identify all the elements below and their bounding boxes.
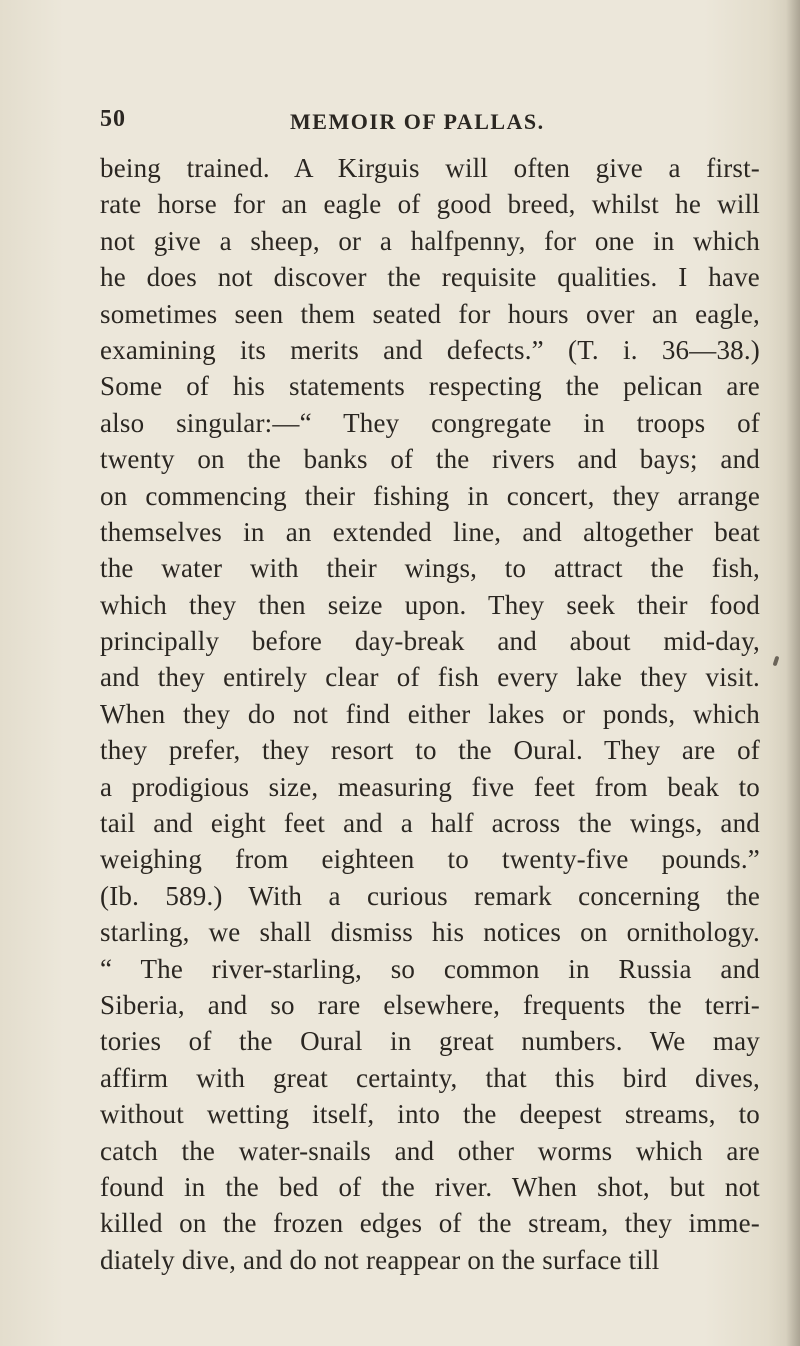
page-number: 50	[100, 106, 126, 132]
text-line: (Ib. 589.) With a curious remark concerning the	[100, 880, 760, 911]
ink-speck	[773, 656, 780, 667]
text-line: weighing from eighteen to twenty-five pounds.”	[100, 844, 760, 875]
text-line: examining its merits and defects.” (T. i. 36—38.)	[100, 334, 760, 365]
text-line: the water with their wings, to attract the fish,	[100, 553, 760, 584]
text-line: on commencing their fishing in concert, they arrange	[100, 480, 760, 511]
page-header	[100, 106, 740, 140]
text-line: sometimes seen them seated for hours over an eagle,	[100, 298, 760, 329]
text-line: diately dive, and do not reappear on the surface till	[100, 1244, 660, 1275]
text-line: Siberia, and so rare elsewhere, frequents the terri-	[100, 989, 760, 1020]
text-line: themselves in an extended line, and altogether beat	[100, 516, 760, 547]
body-text	[100, 150, 760, 1278]
text-line: being trained. A Kirguis will often give a first-	[100, 153, 760, 183]
text-line: catch the water-snails and other worms which are	[100, 1135, 760, 1166]
text-line: a prodigious size, measuring five feet from beak to	[100, 771, 760, 802]
text-line: he does not discover the requisite qualities. I have	[100, 262, 760, 293]
text-line: twenty on the banks of the rivers and bays; and	[100, 444, 760, 475]
page-gutter-shadow	[786, 0, 800, 1346]
text-line: which they then seize upon. They seek their food	[100, 589, 760, 620]
text-line: principally before day-break and about mid-day,	[100, 626, 760, 657]
text-line: and they entirely clear of fish every lake they visit.	[100, 662, 760, 693]
text-line: killed on the frozen edges of the stream, they imme-	[100, 1208, 760, 1239]
text-line: not give a sheep, or a halfpenny, for one in which	[100, 225, 760, 256]
text-line: starling, we shall dismiss his notices on ornithology.	[100, 917, 760, 948]
text-line: also singular:—“ They congregate in troops of	[100, 407, 760, 438]
text-line: tories of the Oural in great numbers. We may	[100, 1026, 760, 1057]
text-line: without wetting itself, into the deepest streams, to	[100, 1099, 760, 1130]
text-line: Some of his statements respecting the pelican are	[100, 371, 760, 402]
text-line: tail and eight feet and a half across the wings, and	[100, 808, 760, 839]
text-line: affirm with great certainty, that this bird dives,	[100, 1062, 760, 1093]
text-line: found in the bed of the river. When shot, but not	[100, 1171, 760, 1202]
text-line: rate horse for an eagle of good breed, whilst he will	[100, 189, 760, 220]
text-line: When they do not find either lakes or ponds, which	[100, 698, 760, 729]
text-line: “ The river-starling, so common in Russia and	[100, 953, 760, 984]
text-line: they prefer, they resort to the Oural. They are of	[100, 735, 760, 766]
running-title: MEMOIR OF PALLAS.	[290, 109, 545, 134]
